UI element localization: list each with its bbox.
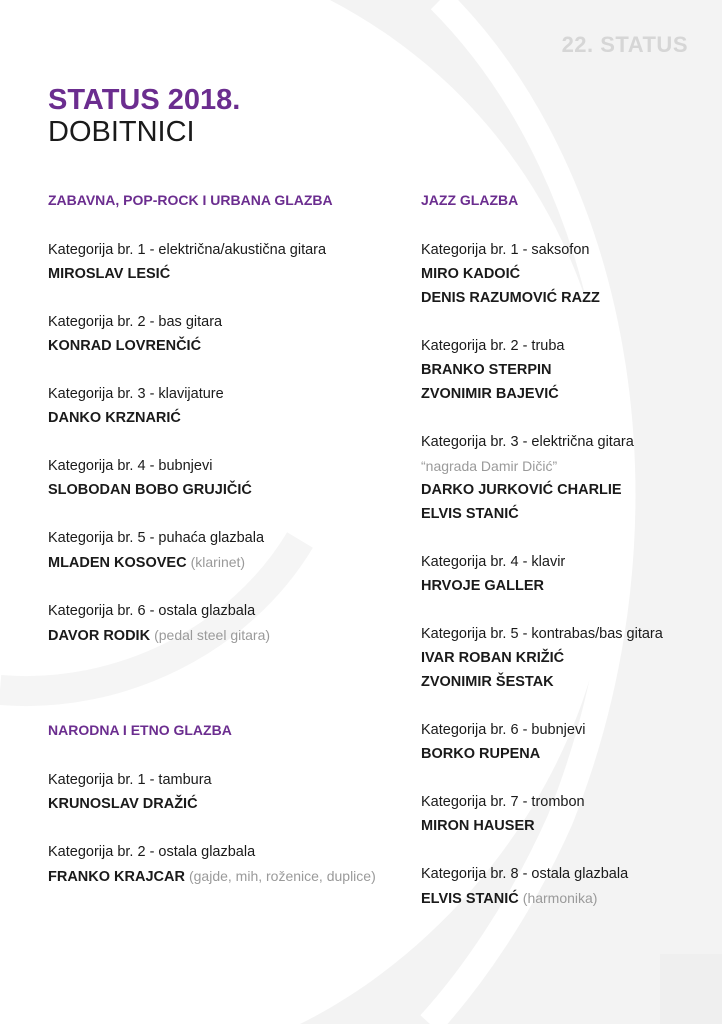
award-section [48,190,388,648]
award-category [421,430,711,526]
award-category [48,768,388,816]
award-category [421,622,711,694]
category-label: Kategorija br. 2 - bas gitara [48,314,223,330]
page-title [48,84,240,148]
award-category [421,238,711,310]
winner-name: MIROSLAV LESIĆ [48,266,171,282]
winner-name: DANKO KRZNARIĆ [48,410,181,426]
winner-name: IVAR ROBAN KRIŽIĆ [421,650,565,666]
winner-entry [421,286,711,310]
category-label: Kategorija br. 3 - klavijature [48,386,224,402]
award-section [48,720,388,889]
winner-name: MIRON HAUSER [421,818,535,834]
category-label: Kategorija br. 4 - bubnjevi [48,458,213,474]
winner-entry [421,358,711,382]
award-category [48,526,388,575]
award-category [421,862,711,911]
winner-entry [48,792,388,816]
winner-entry [48,623,388,648]
winner-name: ELVIS STANIĆ [421,891,519,907]
winner-entry [421,502,711,526]
section-heading: JAZZ GLAZBA [421,192,519,208]
winner-name: HRVOJE GALLER [421,578,545,594]
category-label: Kategorija br. 1 - električna/akustična gitara [48,242,327,258]
winner-entry [421,382,711,406]
winner-name: BORKO RUPENA [421,746,541,762]
page-header-tag: 22. STATUS [561,32,688,57]
award-category [48,454,388,502]
section-spacer [48,648,388,720]
winner-entry [421,670,711,694]
category-label: Kategorija br. 6 - ostala glazbala [48,603,256,619]
winner-name: SLOBODAN BOBO GRUJIČIĆ [48,482,252,498]
section-heading: ZABAVNA, POP-ROCK I URBANA GLAZBA [48,192,333,208]
winner-name: ZVONIMIR BAJEVIĆ [421,386,559,402]
winner-name: DARKO JURKOVIĆ CHARLIE [421,482,622,498]
winner-instrument: (klarinet) [190,554,246,570]
winner-name: DENIS RAZUMOVIĆ RAZZ [421,290,600,306]
award-category [48,599,388,648]
category-label: Kategorija br. 3 - električna gitara [421,434,634,450]
winner-entry [48,406,388,430]
section-heading: NARODNA I ETNO GLAZBA [48,722,232,738]
winner-name: FRANKO KRAJCAR [48,869,185,885]
category-label: Kategorija br. 5 - puhaća glazbala [48,530,265,546]
winner-entry [48,864,388,889]
winner-name: DAVOR RODIK [48,628,151,644]
winner-entry [421,478,711,502]
category-note: “nagrada Damir Dičić” [421,458,558,474]
category-label: Kategorija br. 2 - truba [421,338,565,354]
award-category [48,382,388,430]
winner-entry [48,478,388,502]
winner-entry [421,262,711,286]
category-label: Kategorija br. 2 - ostala glazbala [48,844,256,860]
right-column [421,190,711,911]
category-label: Kategorija br. 1 - saksofon [421,242,590,258]
winner-instrument: (pedal steel gitara) [154,627,271,643]
award-category [421,550,711,598]
winner-name: ZVONIMIR ŠESTAK [421,674,554,690]
winner-entry [421,742,711,766]
winner-entry [48,262,388,286]
category-label: Kategorija br. 7 - trombon [421,794,585,810]
winner-entry [421,646,711,670]
award-category [48,840,388,889]
winner-entry [421,574,711,598]
winner-entry [48,550,388,575]
winner-name: MLADEN KOSOVEC [48,555,187,571]
winner-name: MIRO KADOIĆ [421,266,521,282]
category-label: Kategorija br. 8 - ostala glazbala [421,866,629,882]
winner-name: BRANKO STERPIN [421,362,552,378]
award-category [421,718,711,766]
category-label: Kategorija br. 6 - bubnjevi [421,722,586,738]
award-category [48,238,388,286]
winner-name: KONRAD LOVRENČIĆ [48,338,202,354]
title-line-1: STATUS 2018. [48,84,241,116]
award-category [421,790,711,838]
winner-entry [421,886,711,911]
category-label: Kategorija br. 1 - tambura [48,772,212,788]
winner-name: KRUNOSLAV DRAŽIĆ [48,796,198,812]
winner-instrument: (harmonika) [522,890,598,906]
title-line-2: DOBITNICI [48,116,195,148]
winner-entry [421,814,711,838]
winner-name: ELVIS STANIĆ [421,506,519,522]
winner-instrument: (gajde, mih, roženice, duplice) [188,868,376,884]
corner-decoration [660,954,722,1024]
left-column [48,190,388,889]
winner-entry [48,334,388,358]
award-section [421,190,711,911]
category-label: Kategorija br. 5 - kontrabas/bas gitara [421,626,663,642]
category-label: Kategorija br. 4 - klavir [421,554,566,570]
award-category [421,334,711,406]
award-category [48,310,388,358]
